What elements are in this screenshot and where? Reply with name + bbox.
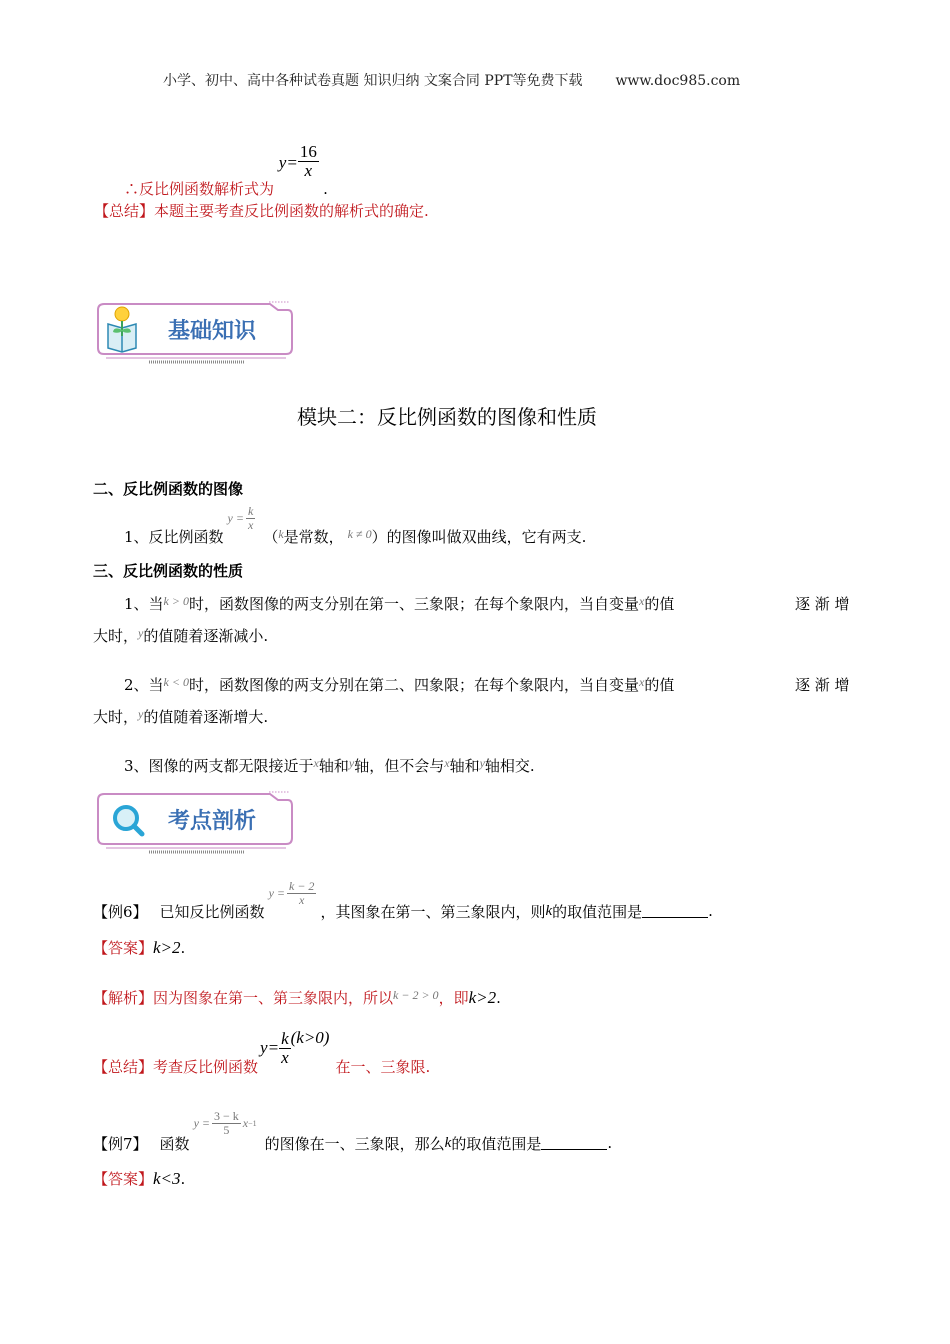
ex7-text-b: 的图像在一、三象限，那么 [264, 1134, 445, 1153]
sum6-tag: 【总结】 [93, 1057, 154, 1076]
s3-p2-d: 逐 渐 增 [795, 676, 850, 694]
s3-p3-b: 轴和 [318, 757, 349, 775]
ex7-k: k [444, 1134, 452, 1151]
ex6-f-den: x [299, 892, 305, 907]
ex7-f-den: 5 [223, 1122, 230, 1137]
s3-p3-c: 轴，但不会与 [354, 757, 445, 775]
answer-6 [93, 937, 185, 958]
s3-p2-cond: k < 0 [163, 675, 189, 689]
s2-paren: （ [263, 527, 279, 546]
s2-formula [228, 505, 256, 531]
intro-eq [278, 142, 323, 180]
ex6-f-lhs: y = [268, 885, 285, 900]
intro-suffix: . [323, 180, 328, 199]
s3-p3-y1: y [348, 756, 355, 770]
section-2-heading: 二、反比例函数的图像 [93, 480, 244, 498]
sum6-formula [260, 1030, 329, 1067]
s3-p1-line2 [93, 625, 268, 646]
ans6-tag: 【答案】 [93, 939, 154, 957]
ex6-k: k [545, 902, 553, 919]
sol6-cond: k − 2 > 0 [393, 988, 439, 1002]
s3-p2-line1 [124, 674, 674, 695]
s2-p1-suffix: ）的图像叫做双曲线，它有两支. [371, 527, 587, 546]
intro-line [124, 142, 328, 199]
ex7-tag: 【例7】 [93, 1134, 148, 1153]
intro-eq-num: 16 [299, 142, 317, 161]
s2-k: k [278, 526, 284, 541]
ex6-formula [269, 880, 317, 906]
summary-6 [93, 1028, 431, 1076]
badge-basic-knowledge [94, 300, 294, 366]
s3-p1-f: 的值随着逐渐减小. [143, 627, 269, 645]
sol6-tag: 【解析】 [93, 989, 154, 1007]
s3-p2-a: 2、当 [124, 676, 164, 694]
header-text [163, 70, 740, 90]
ans6-end: . [180, 939, 186, 957]
sum6-f-cond: (k>0) [290, 1028, 330, 1048]
ex6-answer-blank[interactable] [642, 905, 708, 918]
ex6-text-b: ，其图象在第一、第三象限内，则 [320, 902, 546, 921]
example-6 [93, 879, 713, 921]
s3-p2-c: 的值 [644, 676, 675, 694]
section-3-heading: 三、反比例函数的性质 [93, 562, 244, 580]
s3-p3-x2: x [444, 756, 450, 770]
ex7-f-num: 3 − k [214, 1109, 239, 1123]
s3-p3-x1: x [313, 756, 319, 770]
sol6-end: . [496, 989, 501, 1007]
sum6-text-a: 考查反比例函数 [153, 1057, 259, 1076]
s3-p2-b: 时，函数图像的两支分别在第二、四象限；在每个象限内，当自变量 [188, 676, 639, 694]
ans7-tag: 【答案】 [93, 1170, 154, 1188]
s3-p2-x: x [639, 675, 645, 689]
ex7-text-c: 的取值范围是 [451, 1134, 542, 1153]
s3-p3 [124, 755, 535, 776]
intro-prefix: ∴反比例函数解析式为 [124, 180, 275, 199]
summary-1-tag: 【总结】 [94, 202, 155, 220]
summary-1 [94, 200, 429, 221]
s2-formula-num: k [247, 504, 254, 518]
ex7-formula [194, 1110, 257, 1136]
ex7-f-lhs: y = [193, 1115, 210, 1130]
sum6-text-b: 在一、三象限. [335, 1057, 431, 1076]
badge-basic-label: 基础知识 [168, 319, 257, 344]
section-2-p1 [124, 504, 587, 546]
s3-p2-e: 大时， [93, 708, 139, 726]
s3-p2-f: 的值随着逐渐增大. [143, 708, 269, 726]
s3-p3-y2: y [479, 756, 485, 770]
ex7-f-x: x [242, 1115, 249, 1130]
s3-p1-cond: k > 0 [163, 594, 189, 608]
s3-p1-c: 的值 [644, 595, 675, 613]
s3-p1-d: 逐 渐 增 [795, 595, 850, 613]
s3-p3-e: 轴相交. [484, 757, 535, 775]
ans6-value: k>2 [153, 938, 181, 957]
ex6-end: . [708, 902, 713, 921]
ex7-f-exp: −1 [248, 1118, 257, 1128]
header-left: 小学、初中、高中各种试卷真题 知识归纳 文案合同 PPT等免费下载 [163, 73, 583, 89]
s3-p2-line2 [93, 706, 268, 727]
sol6-text-a: 因为图象在第一、第三象限内，所以 [153, 989, 394, 1007]
summary-1-text: 本题主要考查反比例函数的解析式的确定. [154, 202, 429, 220]
ex7-text-a: 函数 [159, 1134, 190, 1153]
sol6-text-b: ，即 [438, 989, 469, 1007]
s3-p1-y: y [138, 626, 144, 640]
ex6-text-c: 的取值范围是 [552, 902, 643, 921]
s3-p1-x: x [639, 594, 645, 608]
example-7 [93, 1109, 613, 1153]
ex6-text-a: 已知反比例函数 [159, 902, 265, 921]
ex6-tag: 【例6】 [93, 902, 148, 921]
s3-p3-a: 3、图像的两支都无限接近于 [124, 757, 314, 775]
badge-exam-analysis [94, 790, 294, 856]
sum6-f-den: x [281, 1047, 289, 1067]
s3-p1-b: 时，函数图像的两支分别在第一、三象限；在每个象限内，当自变量 [188, 595, 639, 613]
module-title: 模块二：反比例函数的图像和性质 [297, 405, 597, 429]
intro-eq-den: x [304, 160, 313, 180]
s2-k-neq: k ≠ 0 [347, 526, 372, 541]
answer-7 [93, 1168, 185, 1189]
solution-6 [93, 987, 501, 1008]
intro-eq-lhs: y= [278, 153, 298, 173]
s2-is-const: 是常数， [283, 527, 344, 546]
s3-p1-e: 大时， [93, 627, 139, 645]
s2-formula-den: x [247, 517, 254, 532]
badge-exam-label: 考点剖析 [168, 809, 257, 834]
sol6-value: k>2 [468, 988, 497, 1007]
ex6-f-num: k − 2 [289, 879, 315, 893]
s3-p2-y: y [138, 707, 144, 721]
ans7-value: k<3 [153, 1169, 181, 1188]
header-site[interactable]: www.doc985.com [615, 73, 741, 89]
sum6-f-lhs: y= [260, 1038, 280, 1058]
ex7-answer-blank[interactable] [541, 1137, 607, 1150]
s3-p3-d: 轴和 [449, 757, 480, 775]
s3-p1-a: 1、当 [124, 595, 164, 613]
ans7-end: . [180, 1170, 186, 1188]
s2-formula-lhs: y = [227, 510, 244, 525]
s3-p1-line1 [124, 593, 674, 614]
s2-p1-prefix: 1、反比例函数 [124, 527, 224, 546]
sum6-f-num: k [281, 1029, 289, 1048]
ex7-end: . [607, 1134, 613, 1153]
